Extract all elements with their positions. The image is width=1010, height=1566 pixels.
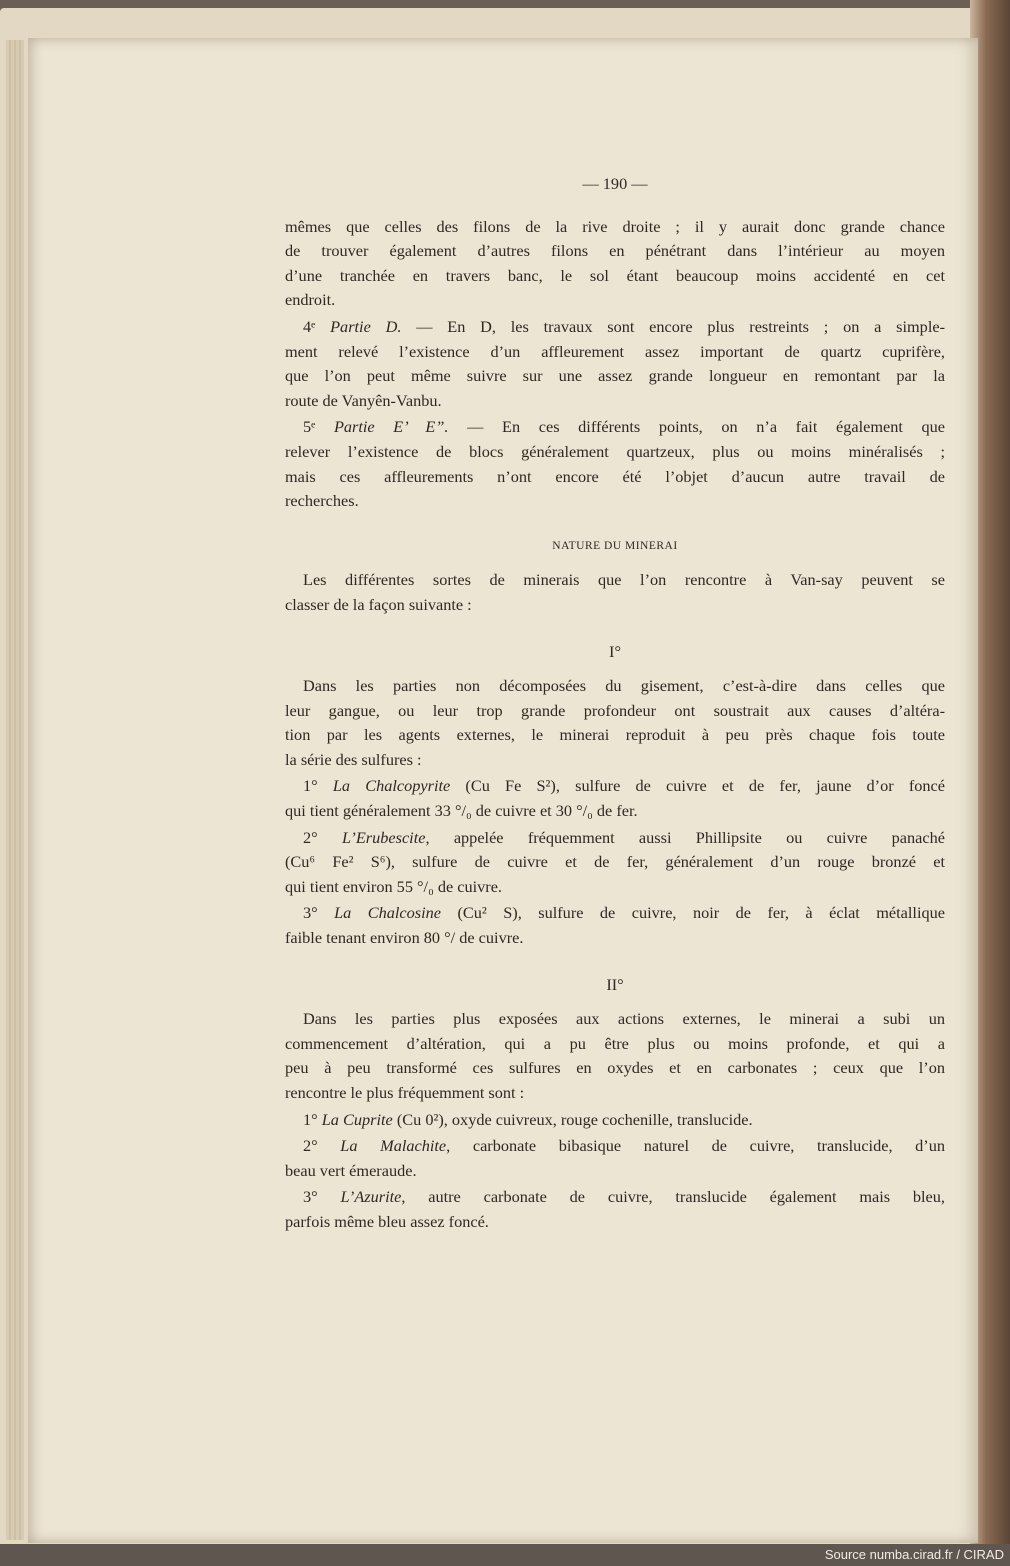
text-span: route de Vanyên-Vanbu. [285, 390, 442, 410]
paragraph [285, 674, 945, 772]
text-line [285, 1134, 945, 1159]
text-span: recherches. [285, 491, 359, 511]
text-span: endroit. [285, 290, 336, 310]
text-line [285, 1056, 945, 1081]
text-span: mêmes que celles des filons de la rive droite ; il y aurait donc grande chance [285, 216, 945, 236]
text-span: (Cu 0²), oxyde cuivreux, rouge cochenille, translucide. [392, 1109, 753, 1129]
text-span: qui tient généralement 33 °/₀ de cuivre et 30 °/₀ de fer. [285, 801, 638, 821]
text-span: Dans les parties non décomposées du gisement, c’est-à-dire dans celles que [303, 676, 945, 696]
paragraph [285, 568, 945, 617]
page-binding [6, 40, 24, 1540]
text-span: , autre carbonate de cuivre, translucide également mais bleu, [401, 1187, 945, 1207]
text-span: 1° [303, 1109, 322, 1129]
text-span: Les différentes sortes de minerais que l’on rencontre à Van-say peuvent se [303, 570, 945, 590]
text-span: classer de la façon suivante : [285, 594, 472, 614]
text-line [285, 389, 945, 414]
text-span: mais ces affleurements n’ont encore été l’objet d’aucun autre travail de [285, 466, 945, 486]
text-line [285, 674, 945, 699]
text-line [285, 901, 945, 926]
page-number: — 190 — [582, 174, 648, 193]
italic-term: La Malachite [340, 1136, 447, 1156]
page-text [285, 172, 945, 1235]
paragraph [285, 1108, 945, 1133]
text-span: , appelée fréquemment aussi Phillipsite ou cuivre panaché [425, 827, 945, 847]
paragraph [285, 215, 945, 313]
text-line [285, 415, 945, 440]
text-span: — En ces différents points, on n’a fait également que [448, 417, 946, 437]
source-footer: Source numba.cirad.fr / CIRAD [0, 1544, 1010, 1566]
text-line [285, 465, 945, 490]
section-number: I° [609, 641, 621, 661]
italic-term: L’Erubescite [341, 827, 426, 847]
text-span: 3° [303, 903, 335, 923]
text-line [285, 1159, 945, 1184]
section-number: II° [606, 974, 624, 994]
text-span: ment relevé l’existence d’un affleurement assez important de quartz cuprifère, [285, 341, 945, 361]
text-line [285, 799, 945, 824]
text-line [285, 1185, 945, 1210]
text-line [285, 774, 945, 799]
paragraph [285, 826, 945, 900]
text-line [285, 1032, 945, 1057]
text-span: tion par les agents externes, le minerai reproduit à peu près chaque fois toute [285, 725, 945, 745]
italic-term: L’Azurite [340, 1187, 402, 1207]
italic-term: La Cuprite [321, 1109, 393, 1129]
paragraph [285, 315, 945, 413]
paragraph [285, 901, 945, 950]
page-body [285, 215, 945, 1235]
text-span: — En D, les travaux sont encore plus restreints ; on a simple- [401, 316, 945, 336]
text-span: rencontre le plus fréquemment sont : [285, 1083, 525, 1102]
paragraph [285, 1185, 945, 1234]
text-line [285, 926, 945, 951]
text-line [285, 239, 945, 264]
text-line [285, 288, 945, 313]
text-span: (Cu² S), sulfure de cuivre, noir de fer, à éclat métallique [441, 903, 945, 923]
text-line [285, 593, 945, 618]
text-span: commencement d’altération, qui a pu être plus ou moins profonde, et qui a [285, 1033, 945, 1053]
text-span: la série des sulfures : [285, 749, 422, 769]
text-span: que l’on peut même suivre sur une assez grande longueur en remontant par la [285, 366, 945, 386]
text-span: de trouver également d’autres filons en pénétrant dans l’intérieur au moyen [285, 241, 945, 261]
text-line [285, 1007, 945, 1032]
text-span: , carbonate bibasique naturel de cuivre, translucide, d’un [446, 1136, 945, 1156]
text-span: (Cu⁶ Fe² S⁶), sulfure de cuivre et de fer, généralement d’un rouge bronzé et [285, 852, 945, 872]
text-span: d’une tranchée en travers banc, le sol étant beaucoup moins accidenté en cet [285, 265, 945, 285]
italic-term: La Chalcopyrite [332, 776, 451, 796]
text-span: faible tenant environ 80 °/ de cuivre. [285, 928, 524, 948]
text-line [285, 826, 945, 851]
text-line [285, 1081, 945, 1106]
text-line [285, 315, 945, 340]
text-line [285, 364, 945, 389]
italic-term: Partie E’ E”. [333, 417, 449, 437]
text-line [285, 699, 945, 724]
text-span: Dans les parties plus exposées aux actions externes, le minerai a subi un [303, 1009, 945, 1029]
text-span: qui tient environ 55 °/₀ de cuivre. [285, 876, 503, 896]
text-line [285, 568, 945, 593]
paragraph [285, 774, 945, 823]
text-span: 3° [303, 1187, 341, 1207]
text-line [285, 489, 945, 514]
text-span: (Cu Fe S²), sulfure de cuivre et de fer, jaune d’or foncé [450, 776, 945, 796]
text-span: parfois même bleu assez foncé. [285, 1211, 489, 1231]
text-line [285, 340, 945, 365]
text-line [285, 1108, 945, 1133]
italic-term: Partie D. [330, 316, 402, 336]
text-line [285, 1210, 945, 1235]
text-span: leur gangue, ou leur trop grande profondeur ont soustrait aux causes d’altéra- [285, 700, 945, 720]
italic-term: La Chalcosine [334, 903, 442, 923]
text-span: 2° [303, 827, 342, 847]
paragraph [285, 1007, 945, 1105]
text-span: 4ᵉ [303, 316, 331, 336]
text-line [285, 215, 945, 240]
text-span: 5ᵉ [303, 417, 334, 437]
text-span: beau vert émeraude. [285, 1160, 417, 1180]
text-line [285, 264, 945, 289]
text-span: 2° [303, 1136, 341, 1156]
text-line [285, 875, 945, 900]
text-span: 1° [303, 776, 333, 796]
text-span: relever l’existence de blocs généralement quartzeux, plus ou moins minéralisés ; [285, 441, 945, 461]
text-line [285, 850, 945, 875]
text-span: peu à peu transformé ces sulfures en oxydes et en carbonates ; ceux que l’on [285, 1058, 945, 1078]
paragraph [285, 1134, 945, 1183]
text-line [285, 748, 945, 773]
paragraph [285, 415, 945, 513]
text-line [285, 440, 945, 465]
section-heading: NATURE DU MINERAI [552, 539, 678, 552]
text-line [285, 723, 945, 748]
